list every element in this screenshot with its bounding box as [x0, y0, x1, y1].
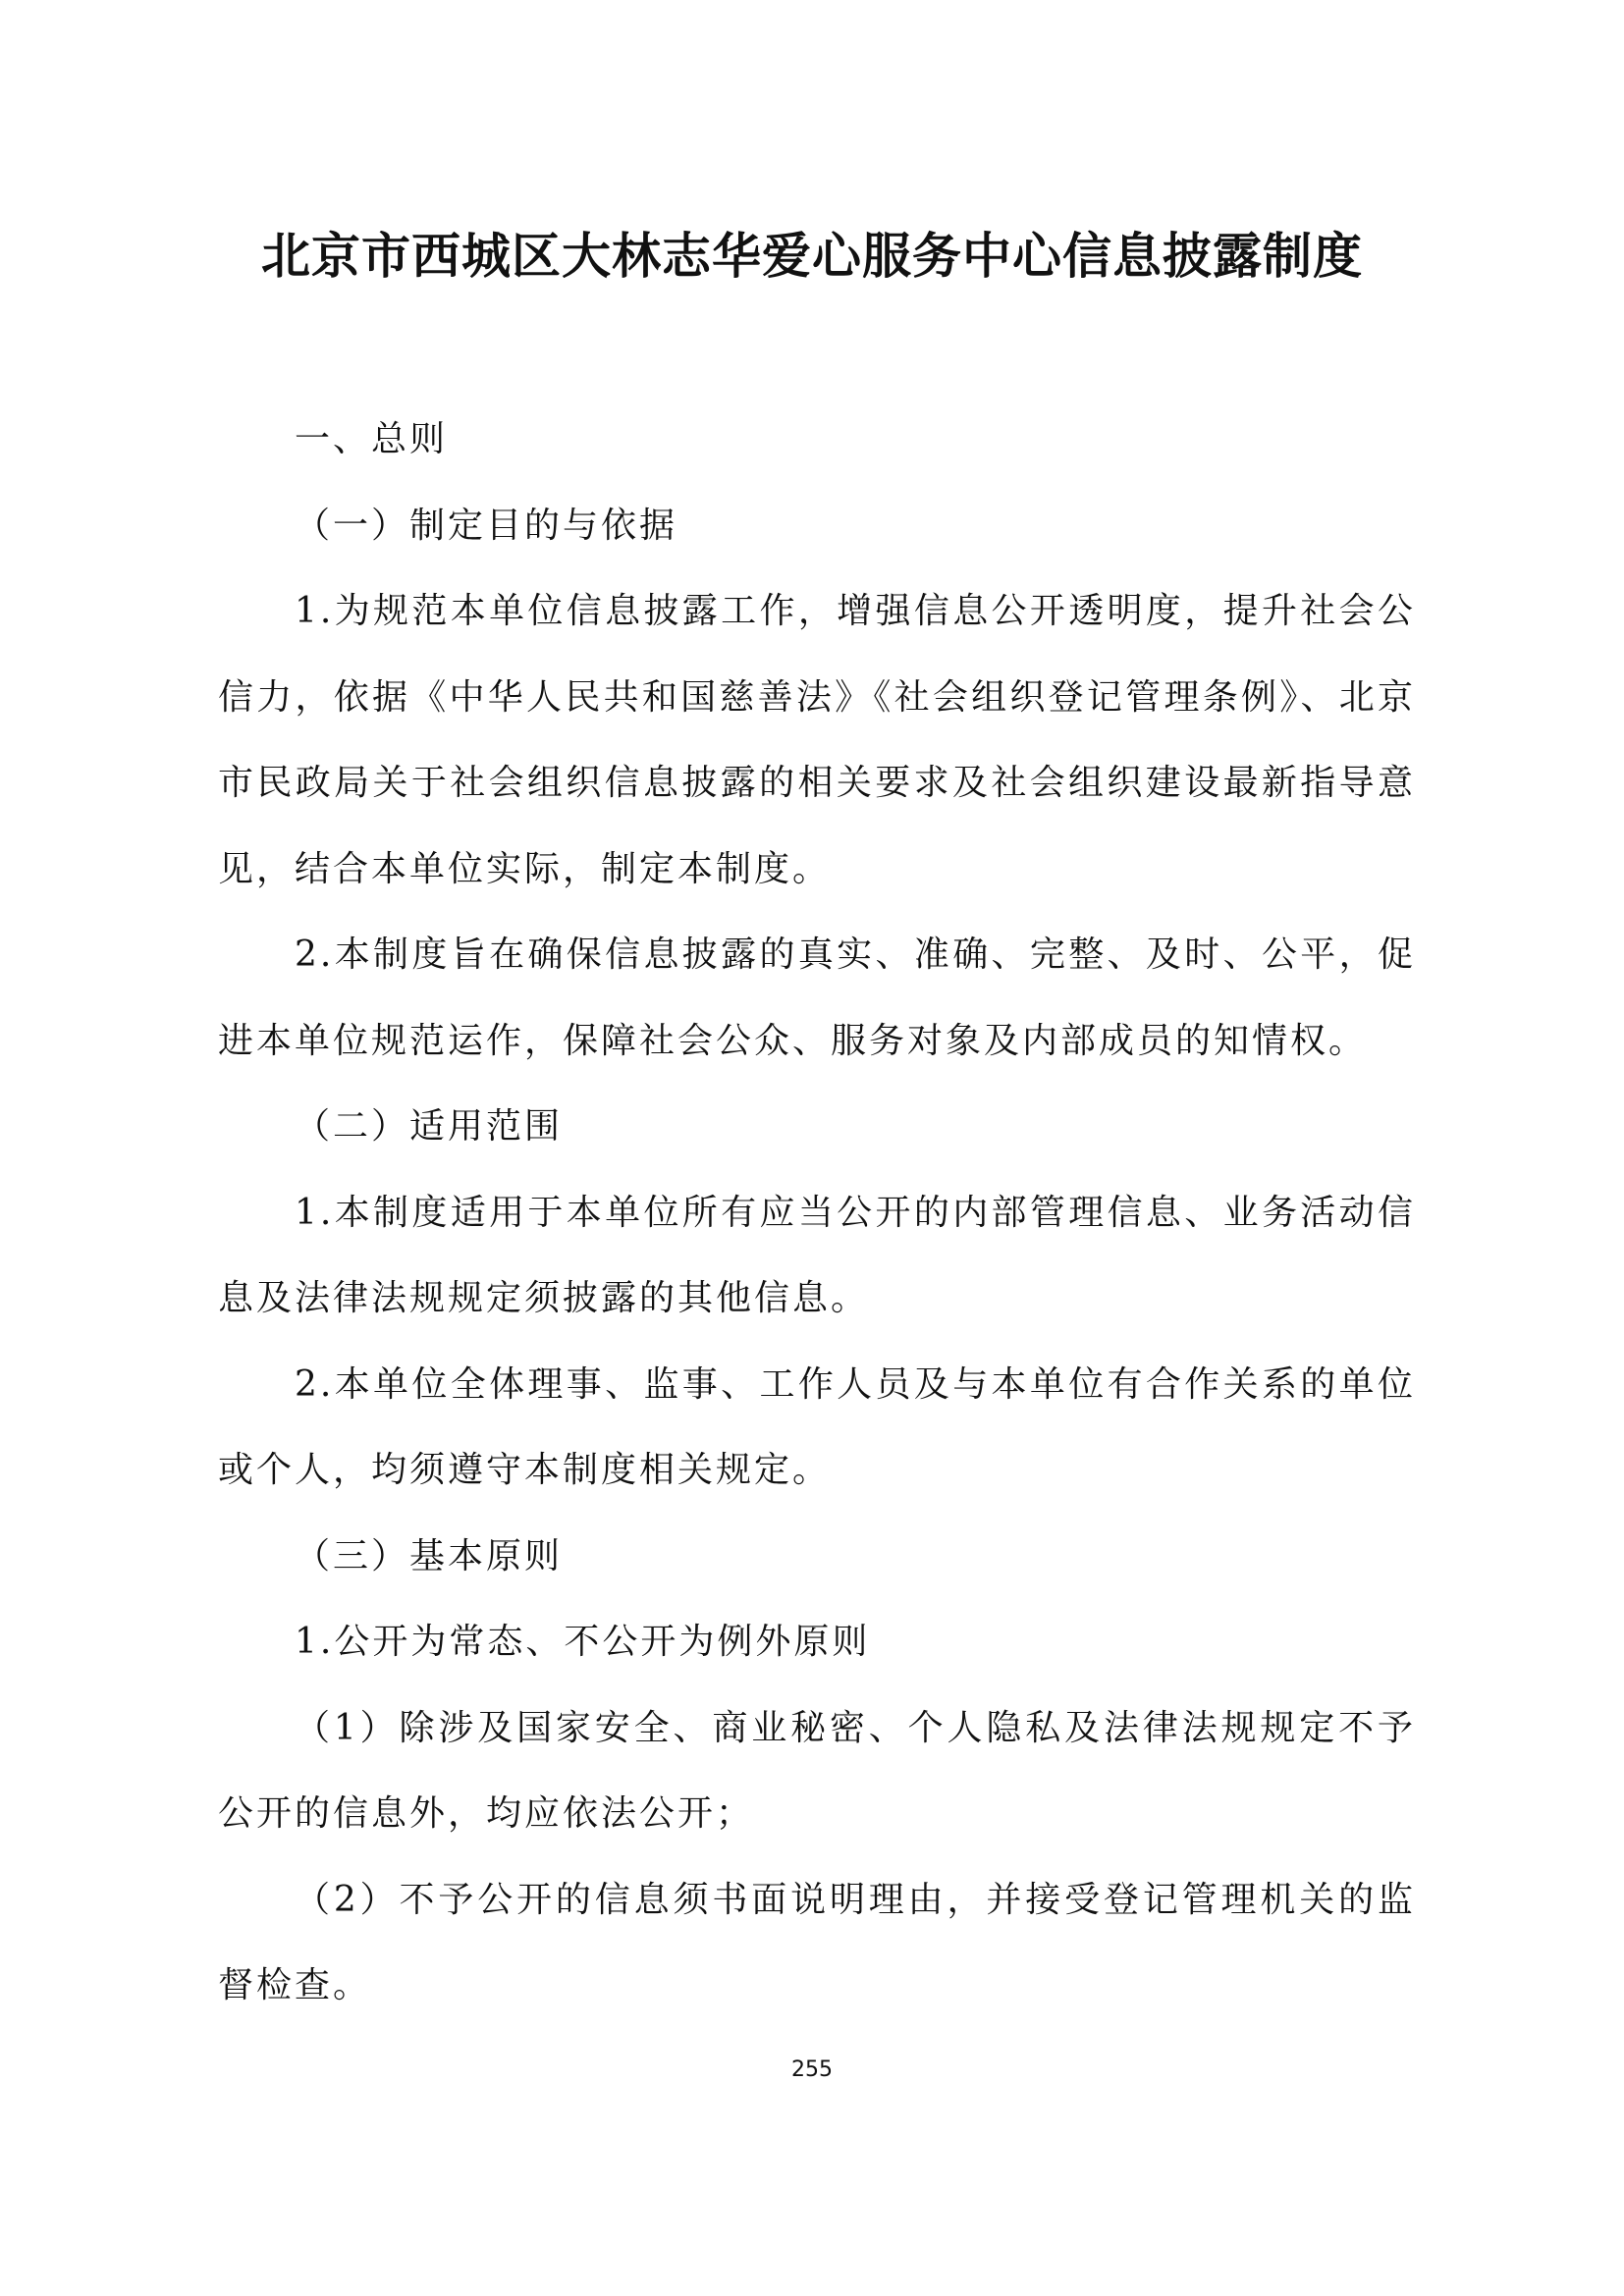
document-body — [218, 397, 1416, 2029]
subsection-heading-scope: （二）适用范围 — [295, 1106, 564, 1147]
document-title: 北京市西城区大林志华爱心服务中心信息披露制度 — [261, 228, 1363, 285]
paragraph-principle-1-item-2: （2）不予公开的信息须书面说明理由，并接受登记管理机关的监督检查。 — [218, 1879, 1416, 2005]
paragraph-purpose-1: 1.为规范本单位信息披露工作，增强信息公开透明度，提升社会公信力，依据《中华人民共和国慈善法》《社会组织登记管理条例》、北京市民政局关于社会组织信息披露的相关要求及社会组织建设最新指导意见，结合本单位实际，制定本制度。 — [218, 591, 1416, 889]
paragraph-principle-1: 1.公开为常态、不公开为例外原则 — [295, 1622, 871, 1662]
section-heading-general: 一、总则 — [295, 419, 449, 459]
paragraph-purpose-2: 2.本制度旨在确保信息披露的真实、准确、完整、及时、公平，促进本单位规范运作，保障社会公众、服务对象及内部成员的知情权。 — [218, 934, 1416, 1061]
subsection-heading-purpose: （一）制定目的与依据 — [295, 505, 678, 546]
paragraph-scope-2: 2.本单位全体理事、监事、工作人员及与本单位有合作关系的单位或个人，均须遵守本制度相关规定。 — [218, 1363, 1416, 1490]
paragraph-principle-1-item-1: （1）除涉及国家安全、商业秘密、个人隐私及法律法规规定不予公开的信息外，均应依法公开； — [218, 1707, 1416, 1834]
paragraph-scope-1: 1.本制度适用于本单位所有应当公开的内部管理信息、业务活动信息及法律法规规定须披露的其他信息。 — [218, 1192, 1416, 1318]
subsection-heading-principles: （三）基本原则 — [295, 1535, 564, 1576]
page-number: 255 — [791, 2057, 833, 2082]
